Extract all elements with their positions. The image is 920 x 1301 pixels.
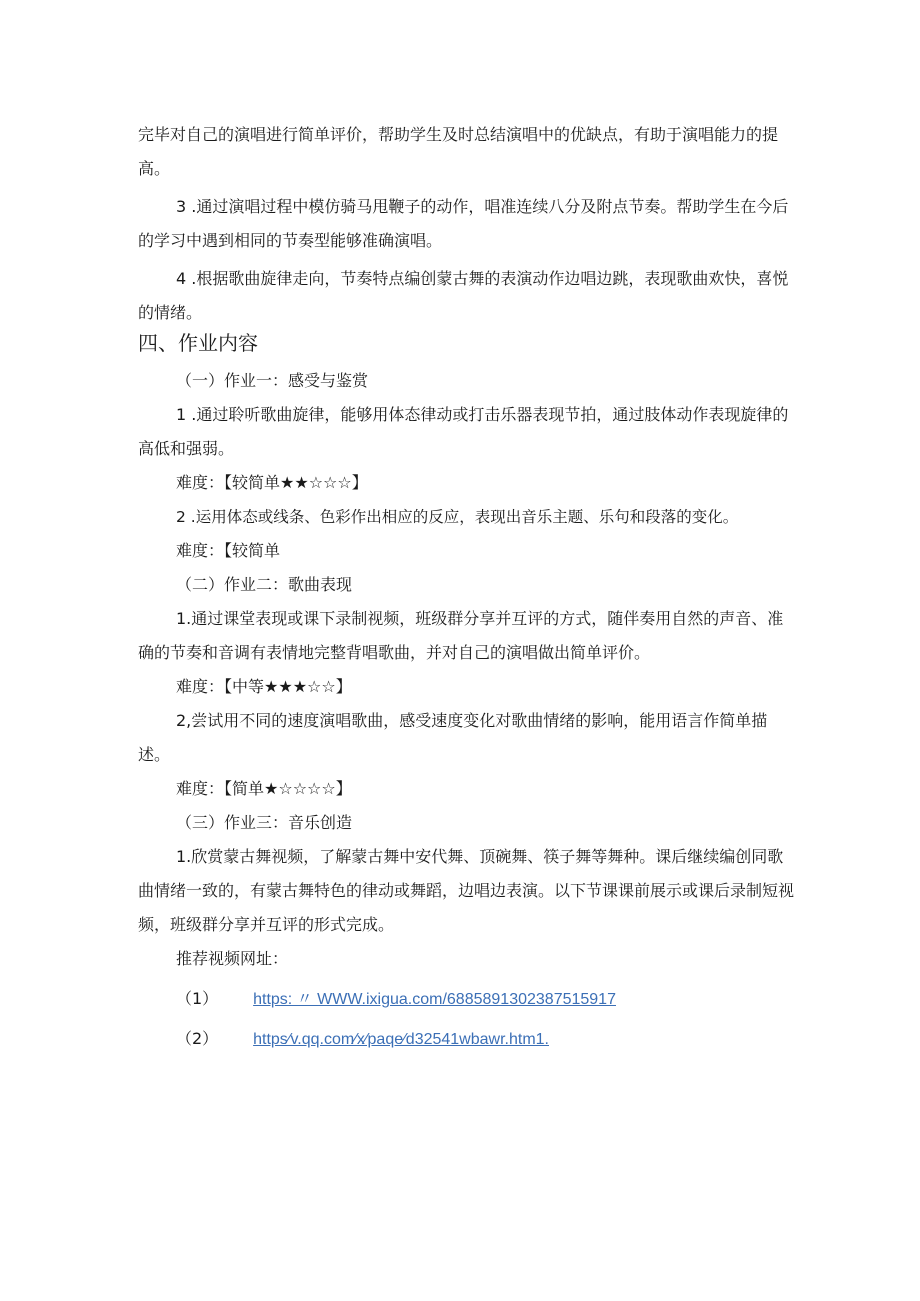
part1-title: （一）作业一：感受与鉴赏: [176, 371, 369, 390]
link-number: （2）: [176, 1029, 219, 1048]
part2-title: （二）作业二：歌曲表现: [176, 575, 353, 594]
part2-item1: 1.通过课堂表现或课下录制视频，班级群分享并互评的方式，随伴奏用自然的声音、准确的节奏和音调有表情地完整背唱歌曲，并对自己的演唱做出简单评价。: [138, 609, 784, 662]
paragraph-item-3: 3 .通过演唱过程中模仿骑马甩鞭子的动作，唱准连续八分及附点节奏。帮助学生在今后的学习中遇到相同的节奏型能够准确演唱。: [138, 197, 789, 250]
part2-item2: 2,尝试用不同的速度演唱歌曲，感受速度变化对歌曲情绪的影响，能用语言作简单描述。: [138, 711, 768, 764]
part2-difficulty2: 难度：【简单★☆☆☆☆】: [176, 779, 352, 798]
video-link[interactable]: https∕v.qq.com∕x∕paqe∕d32541wbawr.htm1.: [253, 1031, 549, 1048]
link-row-2: [176, 1022, 549, 1057]
part3-item1: 1.欣赏蒙古舞视频，了解蒙古舞中安代舞、顶碗舞、筷子舞等舞种。课后继续编创同歌曲情绪一致的，有蒙古舞特色的律动或舞蹈，边唱边表演。以下节课课前展示或课后录制短视频，班级群分享并互评的形式完成。: [138, 847, 795, 934]
part1-item2: 2 .运用体态或线条、色彩作出相应的反应，表现出音乐主题、乐句和段落的变化。: [176, 508, 739, 526]
part1-difficulty2: 难度：【较简单: [176, 541, 281, 560]
recommend-label: 推荐视频网址：: [176, 949, 289, 968]
section-title: 四、作业内容: [138, 331, 258, 355]
link-row-1: [176, 982, 616, 1017]
paragraph-evaluation: 完毕对自己的演唱进行简单评价，帮助学生及时总结演唱中的优缺点，有助于演唱能力的提高。: [138, 125, 779, 178]
part3-title: （三）作业三：音乐创造: [176, 813, 353, 832]
part1-item1: 1 .通过聆听歌曲旋律，能够用体态律动或打击乐器表现节拍，通过肢体动作表现旋律的高低和强弱。: [138, 405, 789, 458]
part1-difficulty1: 难度：【较简单★★☆☆☆】: [176, 473, 368, 492]
video-link[interactable]: https: 〃 WWW.ixigua.com/6885891302387515917: [253, 991, 616, 1008]
link-number: （1）: [176, 989, 219, 1008]
paragraph-item-4: 4 .根据歌曲旋律走向，节奏特点编创蒙古舞的表演动作边唱边跳，表现歌曲欢快，喜悦的情绪。: [138, 269, 789, 322]
part2-difficulty1: 难度：【中等★★★☆☆】: [176, 677, 352, 696]
